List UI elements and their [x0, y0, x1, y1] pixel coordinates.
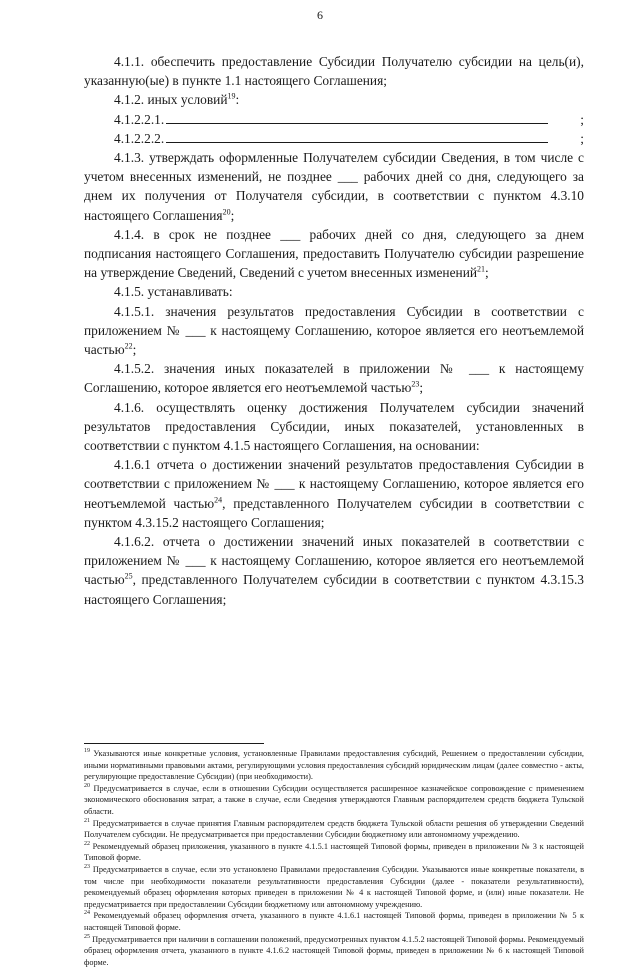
- footnote-ref: 24: [214, 495, 222, 504]
- paragraph-4-1-1: 4.1.1. обеспечить предоставление Субсидии Получателю субсидии на цель(и), указанную(ые) в пункте 1.1 настоящего Соглашения;: [84, 52, 584, 90]
- footnote-separator: [84, 743, 264, 744]
- footnote-24: $^{24}$ Рекомендуемый образец оформления отчета, указанного в пункте 4.1.6.1 настоящей Типовой формы, приведен в приложении № 5 к настоящей Типовой форме.: [84, 910, 584, 933]
- footnote-ref: 20: [223, 207, 231, 216]
- paragraph-4-1-2-2-2: 4.1.2.2.2. ;: [84, 129, 584, 148]
- paragraph-4-1-6-1: 4.1.6.1 отчета о достижении значений результатов предоставления Субсидии в соответствии с приложением № ___ к настоящему Соглашению, которое является его неотъемлемой частью$^{24}$, представленного Получателем субсидии в соответствии с пунктом 4.3.15.2 настоящего Соглашения;: [84, 455, 584, 532]
- footnote-25: $^{25}$ Предусматривается при наличии в соглашении положений, предусмотренных пунктом 4.1.5.2 настоящей Типовой формы. Рекомендуемый образец оформления отчета, указанного в пункте 4.1.6.2 настоящей Типовой формы, приведен в приложении № 6 к настоящей Типовой форме.: [84, 934, 584, 968]
- blank-line: [166, 111, 548, 124]
- page-number: 6: [0, 8, 640, 23]
- footnote-ref: 22: [125, 342, 133, 351]
- footnote-19: $^{19}$ Указываются иные конкретные условия, установленные Правилами предоставления субсидий, Решением о предоставлении субсидии, иными нормативными правовыми актами, регулирующими условия предоставления субсидий юридическим лицам (далее совместно - акты, регулирующие предоставление Субсидии) (при необходимости).: [84, 748, 584, 783]
- footnote-20: $^{20}$ Предусматривается в случае, если в отношении Субсидии осуществляется расширенное казначейское сопровождение с применением экономического обоснования затрат, а также в случае, если Сведения утверждаются Главным распорядителем средств бюджета Тульской области.: [84, 783, 584, 818]
- footnotes: [84, 748, 584, 968]
- paragraph-4-1-6: 4.1.6. осуществлять оценку достижения Получателем субсидии значений результатов предоставления Субсидии, иных показателей, установленных в соответствии с пунктом 4.1.5 настоящего Соглашения, на основании:: [84, 398, 584, 456]
- footnote-23: $^{23}$ Предусматривается в случае, если это установлено Правилами предоставления Субсидии. Указываются иные конкретные показатели, в том числе при необходимости показатели результативности предоставления Субсидии (далее - показатели результативности), рекомендуемый образец оформления которых приведен в приложении № 4 к настоящей Типовой форме, и (или) иные показатели. Не предусматривается при предоставлении Субсидии бюджетному или автономному учреждению.: [84, 864, 584, 910]
- footnote-ref: 19: [228, 92, 236, 101]
- blank-line: [166, 130, 548, 143]
- main-text: [84, 52, 584, 609]
- footnote-21: $^{21}$ Предусматривается в случае принятия Главным распорядителем средств бюджета Тульской области решения об утверждении Сведений Получателем субсидии. Не предусматривается при предоставлении Субсидии бюджетному или автономному учреждению.: [84, 818, 584, 841]
- paragraph-4-1-5-1: 4.1.5.1. значения результатов предоставления Субсидии в соответствии с приложением № ___ к настоящему Соглашению, которое является его неотъемлемой частью$^{22}$;: [84, 302, 584, 360]
- footnote-ref: 23: [411, 380, 419, 389]
- paragraph-4-1-2-2-1: 4.1.2.2.1. ;: [84, 110, 584, 129]
- paragraph-4-1-3: 4.1.3. утверждать оформленные Получателем субсидии Сведения, в том числе с учетом внесенных изменений, не позднее ___ рабочих дней со дня, следующего за днем их получения от Получателя субсидии, в соответствии с пунктом 4.3.10 настоящего Соглашения$^{20}$;: [84, 148, 584, 225]
- paragraph-4-1-2: 4.1.2. иных условий$^{19}$:: [84, 90, 584, 109]
- footnote-ref: 21: [477, 265, 485, 274]
- footnote-ref: 25: [125, 572, 133, 581]
- paragraph-4-1-5: 4.1.5. устанавливать:: [84, 282, 584, 301]
- paragraph-4-1-5-2: 4.1.5.2. значения иных показателей в приложении № ___ к настоящему Соглашению, которое является его неотъемлемой частью$^{23}$;: [84, 359, 584, 397]
- paragraph-4-1-4: 4.1.4. в срок не позднее ___ рабочих дней со дня, следующего за днем подписания настоящего Соглашения, предоставить Получателю субсидии разрешение на утверждение Сведений, Сведений с учетом внесенных изменений$^{21}$;: [84, 225, 584, 283]
- footnote-22: $^{22}$ Рекомендуемый образец приложения, указанного в пункте 4.1.5.1 настоящей Типовой формы, приведен в приложении № 3 к настоящей Типовой форме.: [84, 841, 584, 864]
- paragraph-4-1-6-2: 4.1.6.2. отчета о достижении значений иных показателей в соответствии с приложением № ___ к настоящему Соглашению, которое является его неотъемлемой частью$^{25}$, представленного Получателем субсидии в соответствии с пунктом 4.3.15.3 настоящего Соглашения;: [84, 532, 584, 609]
